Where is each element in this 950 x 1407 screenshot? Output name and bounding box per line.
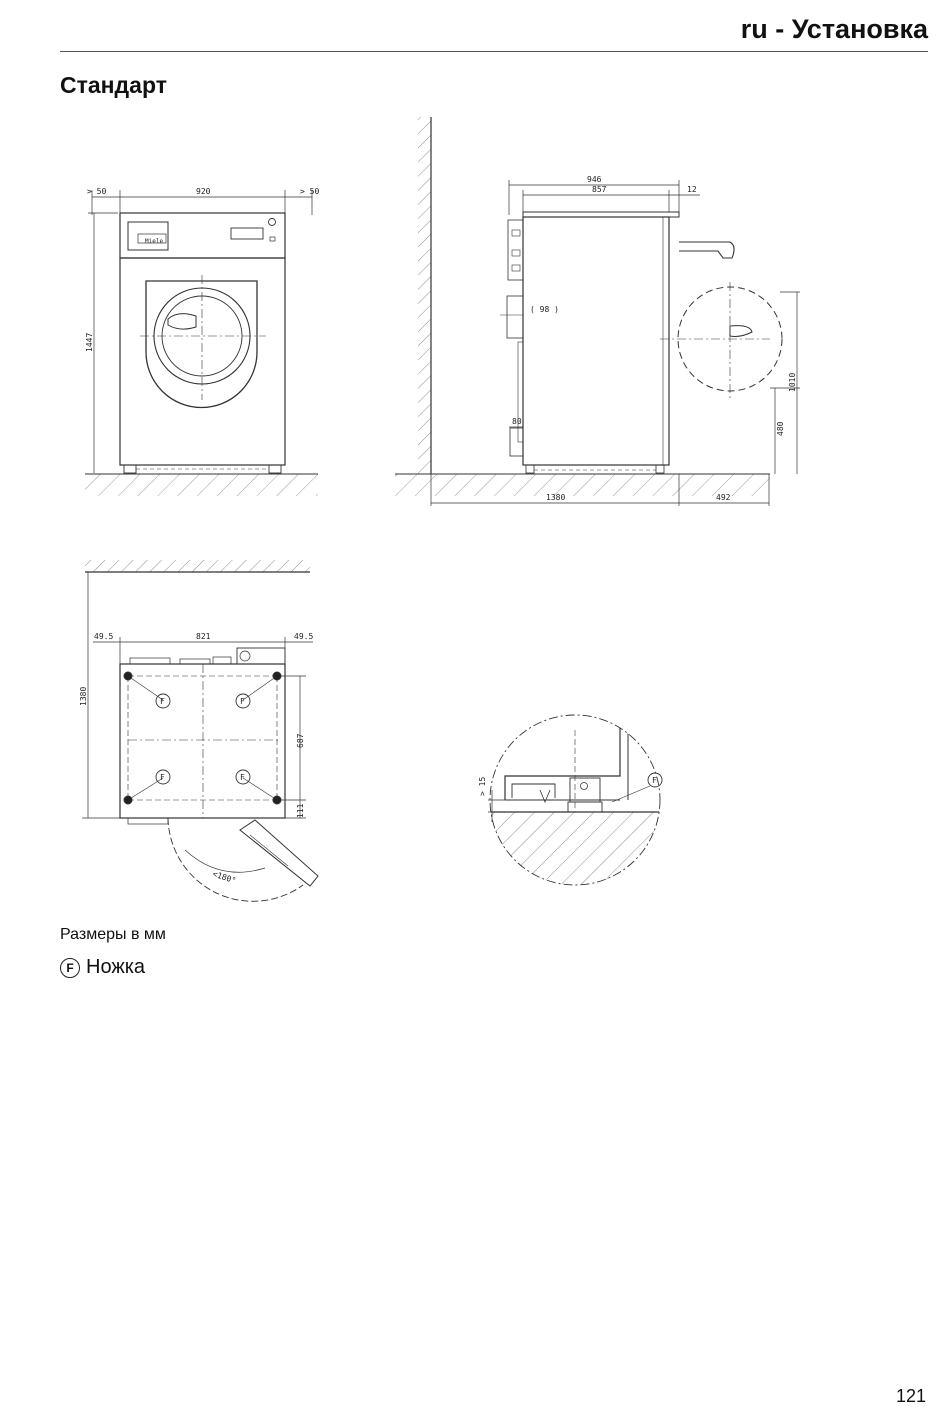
top-dim-right: 49.5 xyxy=(294,632,314,641)
foot-label-2: F xyxy=(240,697,245,706)
front-view xyxy=(85,190,318,496)
detail-dim-gap: > 15 xyxy=(478,776,487,796)
top-view-labels xyxy=(79,632,313,885)
foot-label-4: F xyxy=(240,773,245,782)
top-dim-111: 111 xyxy=(296,803,305,818)
top-dim-width: 821 xyxy=(196,632,211,641)
foot-symbol-icon: F xyxy=(60,958,80,978)
foot-label-3: F xyxy=(160,773,165,782)
side-dim-back: 12 xyxy=(687,185,697,194)
side-dim-1010: 1010 xyxy=(788,372,797,392)
top-dim-depth: 1380 xyxy=(79,686,88,706)
detail-view xyxy=(480,715,680,892)
side-dim-80: 80 xyxy=(512,417,522,426)
side-dim-body: 857 xyxy=(592,185,607,194)
detail-foot-label: F xyxy=(652,776,657,785)
side-dim-total: 946 xyxy=(587,175,602,184)
page-number: 121 xyxy=(895,1386,926,1406)
top-dim-left: 49.5 xyxy=(94,632,114,641)
front-dim-width: 920 xyxy=(196,187,211,196)
legend-label: Ножка xyxy=(86,956,146,978)
side-dim-1380: 1380 xyxy=(546,493,566,502)
foot-label-1: F xyxy=(160,697,165,706)
side-dim-492: 492 xyxy=(716,493,731,502)
side-dim-480: 480 xyxy=(776,421,785,436)
top-view xyxy=(82,560,318,901)
side-view-labels xyxy=(512,175,797,502)
legend xyxy=(60,956,145,979)
side-dim-98: ( 98 ) xyxy=(530,305,559,314)
top-dim-687: 687 xyxy=(296,733,305,748)
front-dim-left: > 50 xyxy=(87,187,107,196)
door-angle: <180° xyxy=(211,869,238,886)
section-title: Стандарт xyxy=(60,72,167,98)
brand-logo: Miele xyxy=(145,238,164,245)
header-title: ru - Установка xyxy=(740,14,928,44)
units-note: Размеры в мм xyxy=(60,926,166,943)
front-dim-height: 1447 xyxy=(85,332,94,352)
front-dim-right: > 50 xyxy=(300,187,320,196)
